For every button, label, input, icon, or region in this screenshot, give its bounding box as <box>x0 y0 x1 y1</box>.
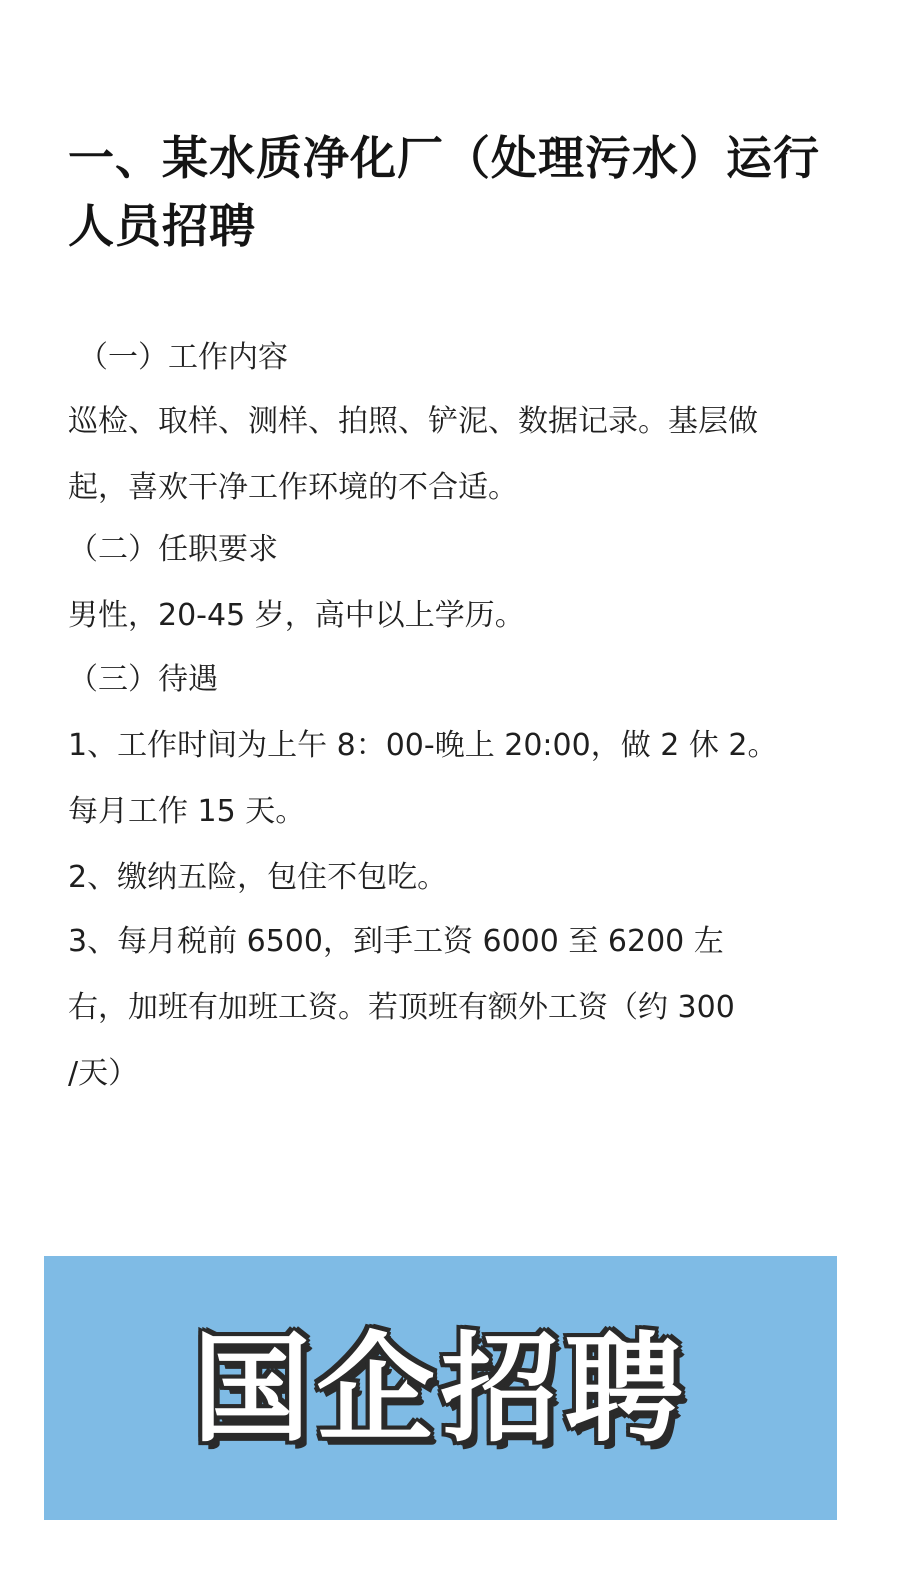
bottom-margin <box>0 1520 917 1584</box>
benefits-item-1-line-2: 每月工作 15 天。 <box>68 794 306 829</box>
job-content-line-1: 巡检、取样、测样、拍照、铲泥、数据记录。基层做 <box>68 404 758 439</box>
page-title: 一、某水质净化厂（处理污水）运行人员招聘 <box>68 131 820 253</box>
benefits-item-2: 2、缴纳五险，包住不包吃。 <box>68 860 448 895</box>
section-heading-job-content: （一）工作内容 <box>78 340 288 375</box>
job-content-line-2: 起，喜欢干净工作环境的不合适。 <box>68 470 518 505</box>
benefits-item-3-line-2: 右，加班有加班工资。若顶班有额外工资（约 300 <box>68 990 735 1025</box>
section-heading-benefits: （三）待遇 <box>68 662 218 697</box>
section-heading-requirements: （二）任职要求 <box>68 532 278 567</box>
benefits-item-3-line-1: 3、每月税前 6500，到手工资 6000 至 6200 左 <box>68 924 724 959</box>
recruitment-banner <box>44 1256 837 1520</box>
benefits-item-1-line-1: 1、工作时间为上午 8：00-晚上 20:00，做 2 休 2。 <box>68 728 778 763</box>
banner-text: 国企招聘 <box>192 1320 689 1458</box>
benefits-item-3-line-3: /天） <box>68 1056 139 1091</box>
requirements-line-1: 男性，20-45 岁，高中以上学历。 <box>68 598 525 633</box>
